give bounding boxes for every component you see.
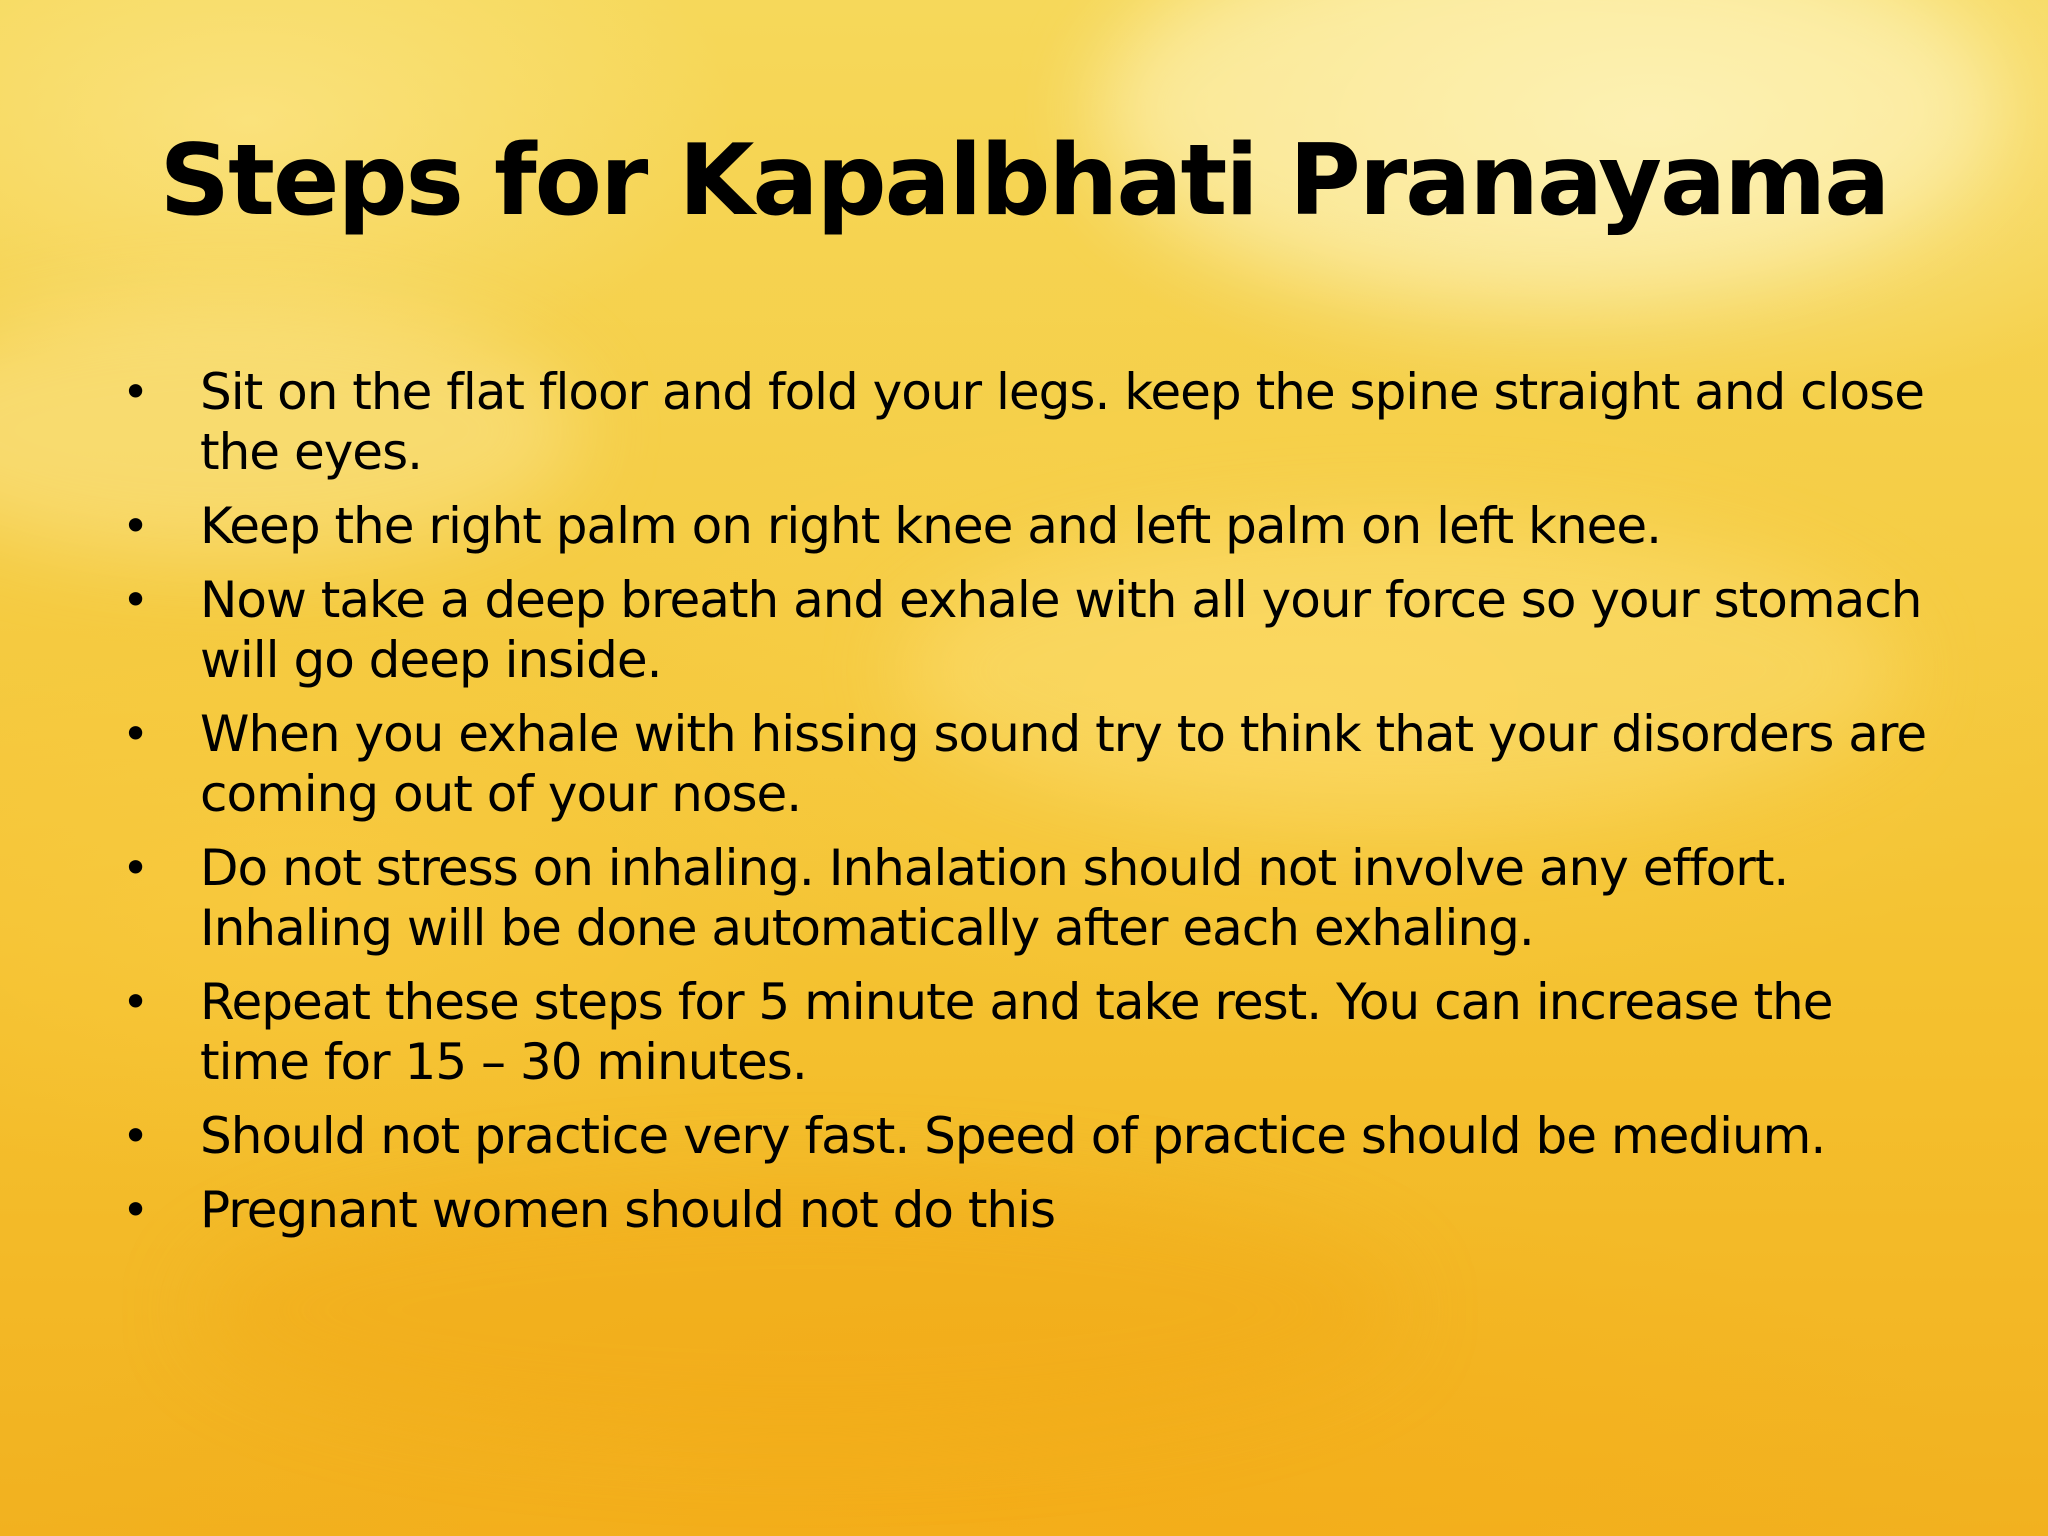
bullet-dot-icon: • xyxy=(122,1109,149,1163)
slide-title: Steps for Kapalbhati Pranayama xyxy=(159,124,1889,238)
bullet-item xyxy=(120,1180,1940,1240)
bullet-text: Pregnant women should not do this xyxy=(200,1181,1056,1239)
bullet-item xyxy=(120,972,1940,1092)
bullet-text: Should not practice very fast. Speed of practice should be medium. xyxy=(200,1107,1826,1165)
bullet-dot-icon: • xyxy=(122,975,149,1029)
bullet-dot-icon: • xyxy=(122,573,149,627)
bullet-dot-icon: • xyxy=(122,365,149,419)
bullet-text: When you exhale with hissing sound try to think that your disorders are coming out of your nose. xyxy=(200,705,1927,823)
bullet-text: Repeat these steps for 5 minute and take rest. You can increase the time for 15 – 30 minutes. xyxy=(200,973,1833,1091)
bullet-item xyxy=(120,1106,1940,1166)
bullet-dot-icon: • xyxy=(122,841,149,895)
bullet-item xyxy=(120,496,1940,556)
bullet-list xyxy=(120,362,1940,1254)
bullet-text: Sit on the flat floor and fold your legs. keep the spine straight and close the eyes. xyxy=(200,363,1924,481)
bullet-item xyxy=(120,704,1940,824)
bullet-text: Keep the right palm on right knee and left palm on left knee. xyxy=(200,497,1662,555)
bullet-item xyxy=(120,362,1940,482)
bullet-text: Now take a deep breath and exhale with all your force so your stomach will go deep inside. xyxy=(200,571,1922,689)
bullet-dot-icon: • xyxy=(122,1183,149,1237)
bullet-item xyxy=(120,838,1940,958)
bullet-dot-icon: • xyxy=(122,499,149,553)
bullet-text: Do not stress on inhaling. Inhalation should not involve any effort. Inhaling will be done automatically after each exhaling. xyxy=(200,839,1789,957)
bullet-item xyxy=(120,570,1940,690)
bullet-dot-icon: • xyxy=(122,707,149,761)
